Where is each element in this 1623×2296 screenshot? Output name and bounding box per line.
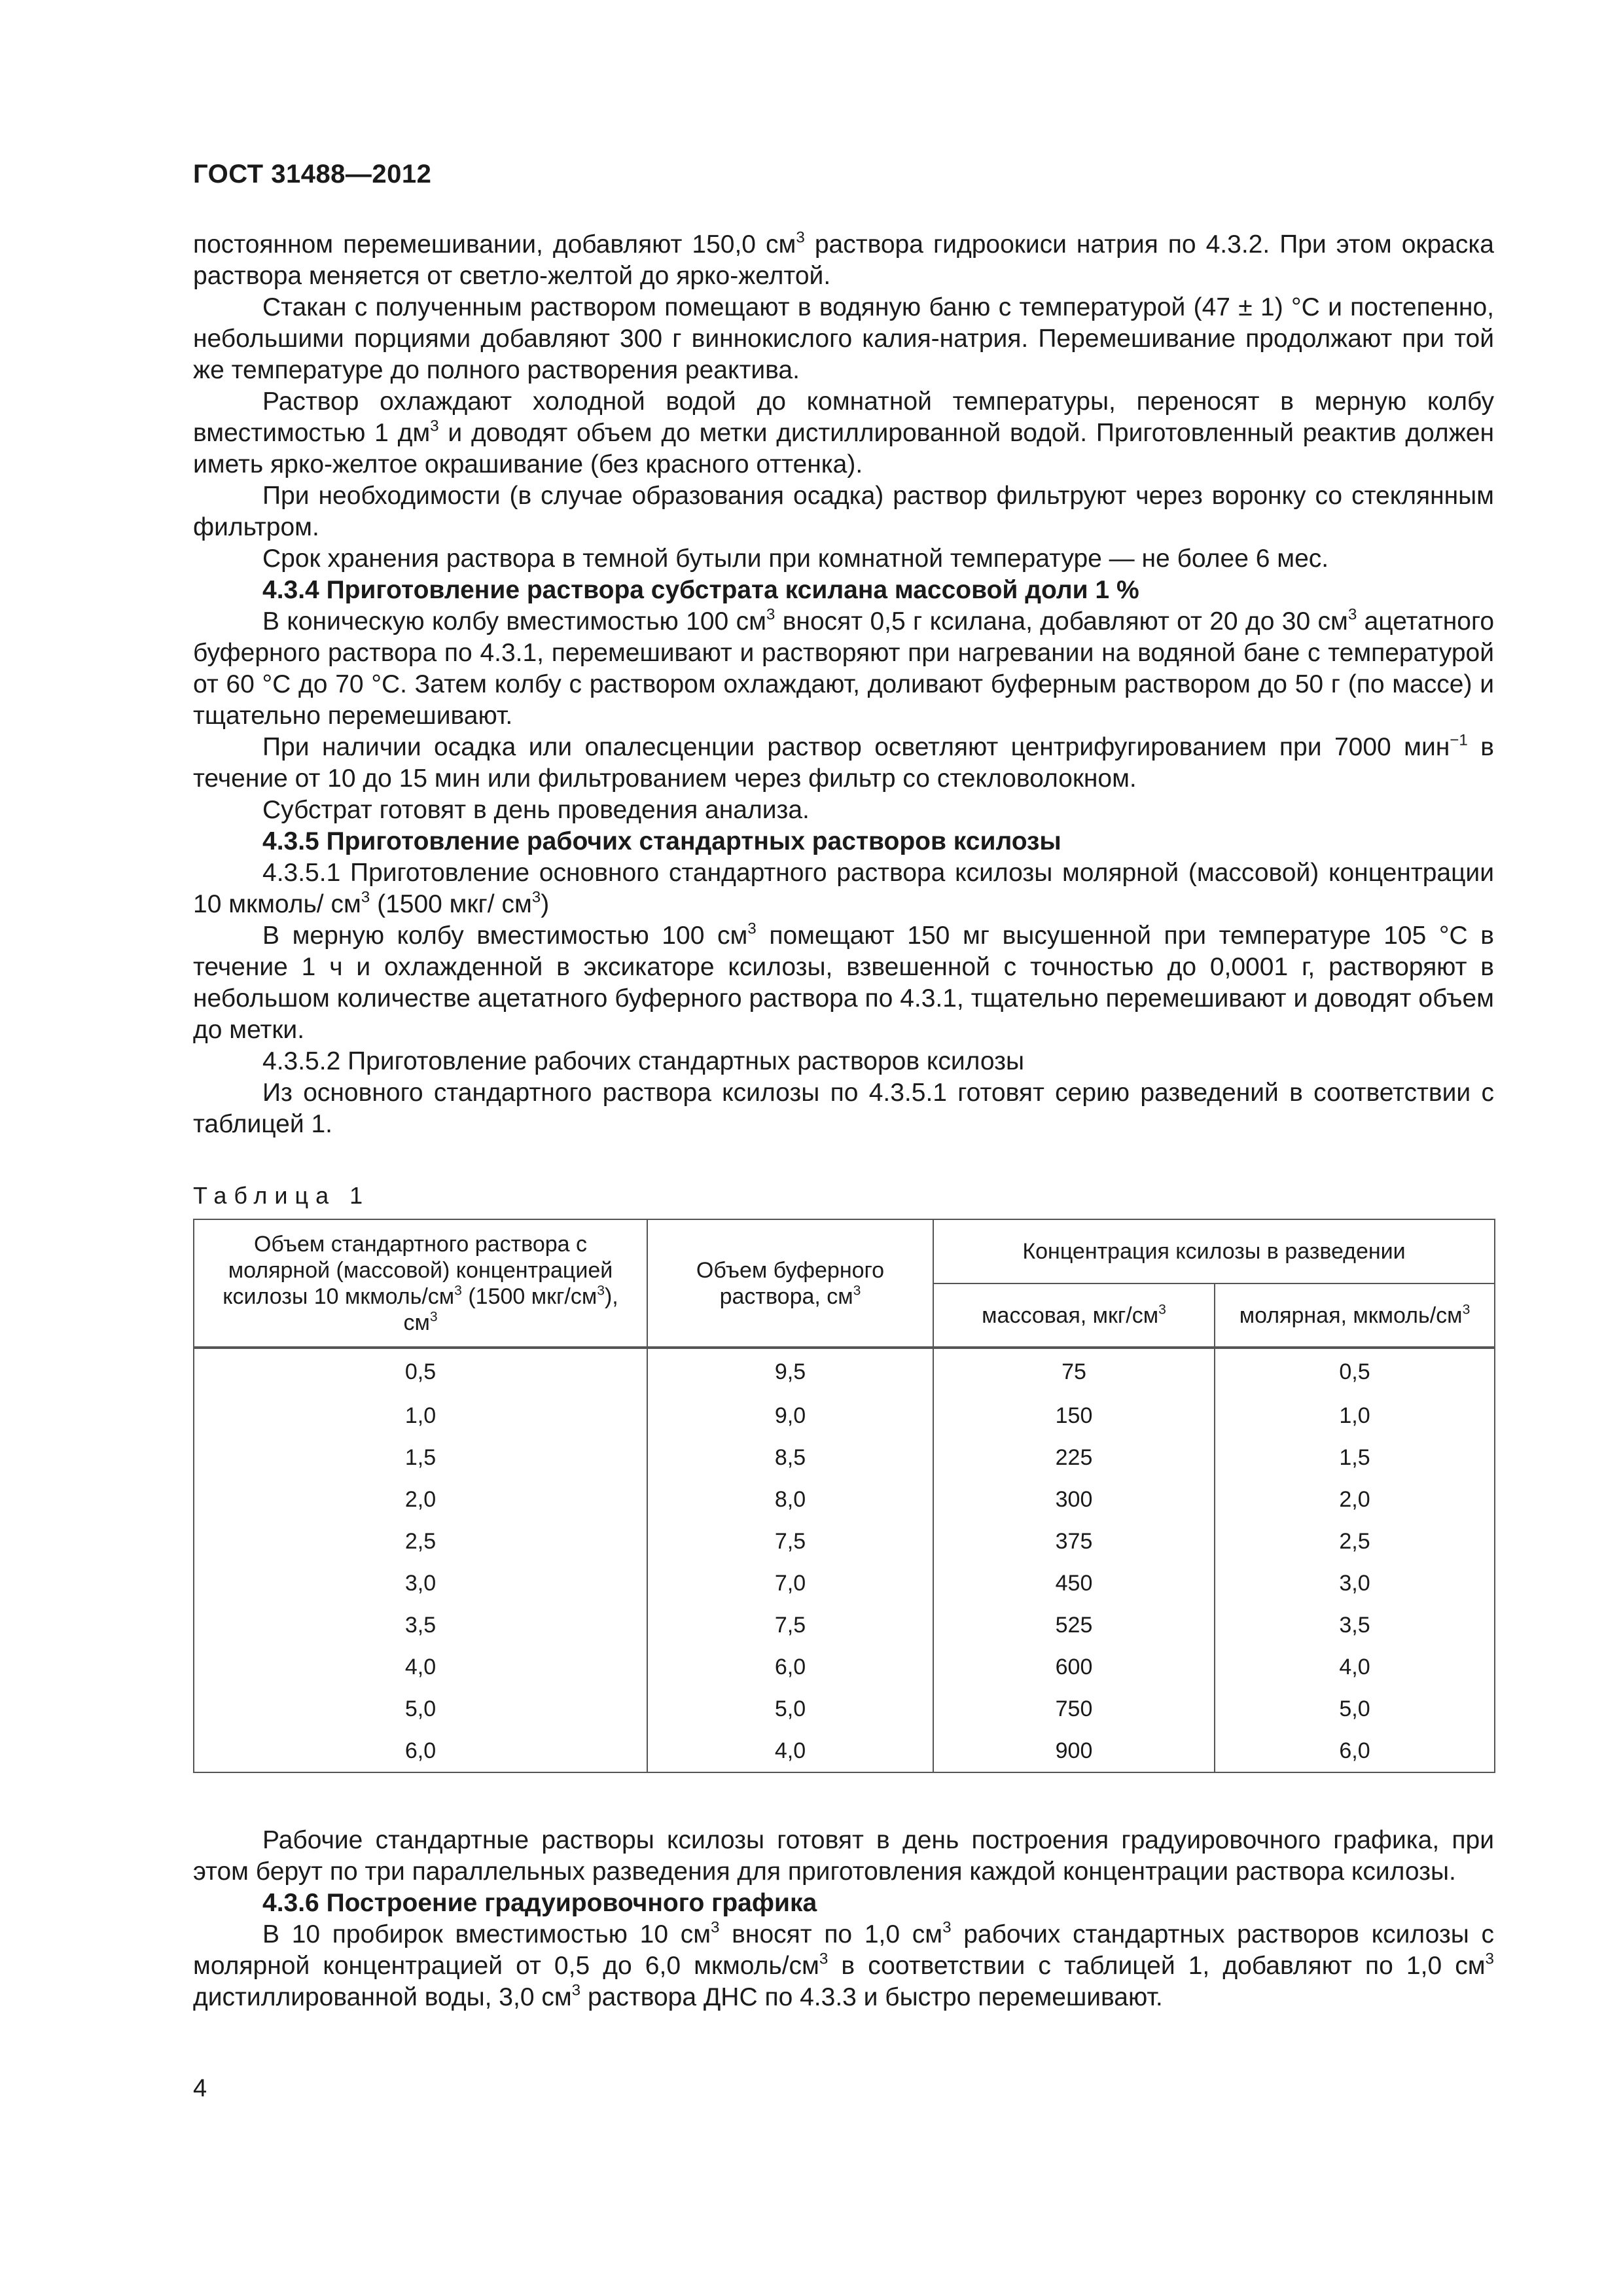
table-cell: 1,0 xyxy=(1215,1395,1495,1437)
table-row xyxy=(194,1646,1495,1688)
table-cell: 450 xyxy=(933,1562,1215,1604)
table-cell: 2,5 xyxy=(194,1520,647,1562)
paragraph: Субстрат готовят в день проведения анализа. xyxy=(262,796,810,824)
table-cell: 3,5 xyxy=(1215,1604,1495,1646)
table-cell: 4,0 xyxy=(1215,1646,1495,1688)
column-group-concentration: Концентрация ксилозы в разведении xyxy=(933,1219,1495,1283)
table-row xyxy=(194,1437,1495,1479)
table-cell: 225 xyxy=(933,1437,1215,1479)
section-heading-4-3-6: 4.3.6 Построение градуировочного графика xyxy=(262,1889,817,1917)
table-cell: 1,0 xyxy=(194,1395,647,1437)
table-cell: 3,0 xyxy=(194,1562,647,1604)
section-heading-4-3-5: 4.3.5 Приготовление рабочих стандартных растворов ксилозы xyxy=(262,827,1061,855)
document-header: ГОСТ 31488—2012 xyxy=(193,160,432,188)
paragraph: 4.3.5.1 Приготовление основного стандартного раствора ксилозы молярной (массовой) концентрации 10 мкмоль/ $см^3$ (1500 мкг/ $см^3$) xyxy=(193,859,1494,918)
table-row xyxy=(194,1348,1495,1395)
table-cell: 7,5 xyxy=(647,1520,933,1562)
column-header-mass: массовая, мкг/$см^3$ xyxy=(933,1283,1215,1348)
table-cell: 5,0 xyxy=(194,1688,647,1730)
table-cell: 1,5 xyxy=(1215,1437,1495,1479)
table-cell: 2,0 xyxy=(194,1479,647,1520)
table-cell: 6,0 xyxy=(194,1730,647,1772)
table-cell: 375 xyxy=(933,1520,1215,1562)
column-header-buffer-volume: Объем буферного раствора, $см^3$ xyxy=(647,1219,933,1348)
paragraph: Из основного стандартного раствора ксилозы по 4.3.5.1 готовят серию разведений в соответствии с таблицей 1. xyxy=(193,1079,1494,1138)
paragraph: В 10 пробирок вместимостью 10 $см^3$ вносят по 1,0 $см^3$ рабочих стандартных растворов ксилозы с молярной концентрацией от 0,5 до 6,0 мкмоль/$см^3$ в соответствии с таблицей 1, добавляют по 1,0 $см^3$ дистиллированной воды, 3,0 $см^3$ раствора ДНС по 4.3.3 и быстро перемешивают. xyxy=(193,1918,1494,2011)
paragraph: Рабочие стандартные растворы ксилозы готовят в день построения градуировочного графика, при этом берут по три параллельных разведения для приготовления каждой концентрации раствора ксилозы. xyxy=(193,1826,1494,1886)
paragraph: 4.3.5.2 Приготовление рабочих стандартных растворов ксилозы xyxy=(262,1047,1025,1075)
table-cell: 75 xyxy=(933,1348,1215,1395)
paragraph: Раствор охлаждают холодной водой до комнатной температуры, переносят в мерную колбу вместимостью 1 $дм^3$ и доводят объем до метки дистиллированной водой. Приготовленный реактив должен иметь ярко-желтое окрашивание (без красного оттенка). xyxy=(193,387,1495,478)
table-cell: 7,5 xyxy=(647,1604,933,1646)
table-caption: Таблица 1 xyxy=(193,1182,370,1209)
table-cell: 4,0 xyxy=(647,1730,933,1772)
paragraph: В коническую колбу вместимостью 100 $см^3$ вносят 0,5 г ксилана, добавляют от 20 до 30 $см^3$ ацетатного буферного раствора по 4.3.1, перемешивают и растворяют при нагревании на водяной бане с температурой от 60 °C до 70 °C. Затем колбу с раствором охлаждают, доливают буферным раствором до 50 г (по массе) и тщательно перемешивают. xyxy=(193,605,1495,730)
dilution-table xyxy=(193,1219,1495,1773)
table-cell: 9,5 xyxy=(647,1348,933,1395)
table-cell: 3,5 xyxy=(194,1604,647,1646)
column-header-molar: молярная, мкмоль/$см^3$ xyxy=(1215,1283,1495,1348)
paragraph: постоянном перемешивании, добавляют 150,0 $см^3$ раствора гидроокиси натрия по 4.3.2. При этом окраска раствора меняется от светло-желтой до ярко-желтой. xyxy=(193,228,1494,290)
table-cell: 3,0 xyxy=(1215,1562,1495,1604)
table-row xyxy=(194,1604,1495,1646)
table-row xyxy=(194,1562,1495,1604)
table-cell: 6,0 xyxy=(1215,1730,1495,1772)
table-cell: 150 xyxy=(933,1395,1215,1437)
table-row xyxy=(194,1730,1495,1772)
table-row xyxy=(194,1395,1495,1437)
table-cell: 8,0 xyxy=(647,1479,933,1520)
table-cell: 750 xyxy=(933,1688,1215,1730)
table-cell: 5,0 xyxy=(1215,1688,1495,1730)
table-cell: 9,0 xyxy=(647,1395,933,1437)
paragraph: При наличии осадка или опалесценции раствор осветляют центрифугированием при 7000 мин$^{-1}$ в течение от 10 до 15 мин или фильтрованием через фильтр со стекловолокном. xyxy=(193,731,1494,793)
table-cell: 0,5 xyxy=(1215,1348,1495,1395)
paragraph: Стакан с полученным раствором помещают в водяную баню с температурой (47 ± 1) °C и постепенно, небольшими порциями добавляют 300 г виннокислого калия-натрия. Перемешивание продолжают при той же температуре до полного растворения реактива. xyxy=(193,293,1494,384)
table-cell: 1,5 xyxy=(194,1437,647,1479)
table-cell: 4,0 xyxy=(194,1646,647,1688)
table-cell: 2,5 xyxy=(1215,1520,1495,1562)
body-text-bottom xyxy=(193,1825,1494,2013)
table-cell: 8,5 xyxy=(647,1437,933,1479)
body-text-top xyxy=(193,229,1494,1140)
table-cell: 0,5 xyxy=(194,1348,647,1395)
paragraph: В мерную колбу вместимостью 100 $см^3$ помещают 150 мг высушенной при температуре 105 °C в течение 1 ч и охлажденной в эксикаторе ксилозы, взвешенной с точностью до 0,0001 г, растворяют в небольшом количестве ацетатного буферного раствора по 4.3.1, тщательно перемешивают и доводят объем до метки. xyxy=(193,920,1494,1044)
paragraph: При необходимости (в случае образования осадка) раствор фильтруют через воронку со стеклянным фильтром. xyxy=(193,482,1494,541)
table-cell: 2,0 xyxy=(1215,1479,1495,1520)
table-cell: 525 xyxy=(933,1604,1215,1646)
page-number: 4 xyxy=(193,2075,207,2102)
table-row xyxy=(194,1479,1495,1520)
table-cell: 600 xyxy=(933,1646,1215,1688)
column-header-standard-volume: Объем стандартного раствора с молярной (массовой) концентрацией ксилозы 10 мкмоль/$см^3$ (1500 мкг/$см^3$), $см^3$ xyxy=(194,1219,647,1348)
table-cell: 300 xyxy=(933,1479,1215,1520)
table-cell: 6,0 xyxy=(647,1646,933,1688)
section-heading-4-3-4: 4.3.4 Приготовление раствора субстрата ксилана массовой доли 1 % xyxy=(262,576,1139,604)
paragraph: Срок хранения раствора в темной бутыли при комнатной температуре — не более 6 мес. xyxy=(262,545,1329,573)
table-cell: 5,0 xyxy=(647,1688,933,1730)
table-cell: 7,0 xyxy=(647,1562,933,1604)
table-cell: 900 xyxy=(933,1730,1215,1772)
table-row xyxy=(194,1688,1495,1730)
table-row xyxy=(194,1520,1495,1562)
